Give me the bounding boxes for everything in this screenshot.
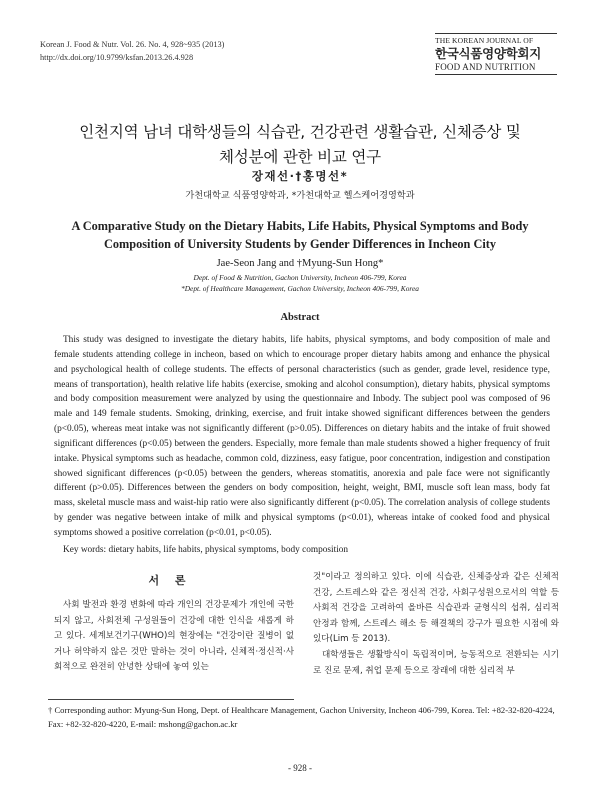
journal-name-en2: FOOD AND NUTRITION: [435, 62, 557, 75]
section-title-introduction: 서 론: [148, 574, 192, 587]
right-column: [313, 570, 559, 679]
korean-authors: 장재선·†홍명선*: [251, 169, 349, 183]
page-number: - 928 -: [288, 763, 312, 773]
english-affiliation-1: Dept. of Food & Nutrition, Gachon University, Incheon 406-799, Korea: [193, 273, 407, 282]
journal-name-en: THE KOREAN JOURNAL OF: [435, 33, 557, 45]
citation: Korean J. Food & Nutr. Vol. 26. No. 4, 928~935 (2013): [40, 40, 225, 49]
intro-paragraph-1: 사회 발전과 환경 변화에 따라 개인의 건강문제가 개인에 국한되지 않고, 사회전체 구성원들이 건강에 대한 인식을 새롭게 하고 있다. 세계보건기구(WHO)의 현장에는 "건강이란 질병이 없거나 허약하지 않은 것만 말하는 것이 아니라, 신체적·정신적·사회적으로 완전히 안녕한 상태에 놓여 있는: [54, 600, 294, 673]
korean-title-line1: 인천지역 남녀 대학생들의 식습관, 건강관련 생활습관, 신체증상 및: [79, 123, 521, 141]
korean-title-line2: 체성분에 관한 비교 연구: [219, 148, 381, 166]
english-title: A Comparative Study on the Dietary Habits, Life Habits, Physical Symptoms and Body Composition of University Students by Gender Differences in Incheon City: [71, 219, 529, 251]
footnote: † Corresponding author: Myung-Sun Hong, Dept. of Healthcare Management, Gachon University, Incheon 406-799, Korea. Tel: +82-32-820-4224, Fax: +82-32-820-4220, E-mail: mshong@gachon.ac.kr: [48, 705, 555, 729]
intro-paragraph-2: 대학생들은 생활방식이 독립적이며, 능동적으로 전환되는 시기로 진로 문제, 취업 문제 등으로 장래에 대한 심리적 부: [313, 649, 559, 676]
journal-name-kr: 한국식품영양학회지: [435, 46, 541, 61]
korean-affiliations: 가천대학교 식품영양학과, *가천대학교 헬스케어경영학과: [185, 190, 415, 201]
abstract-text: This study was designed to investigate the dietary habits, life habits, physical symptoms, and body composition of male and female students attending college in incheon, based on which to encourage proper dietary habits among and enhance the physical and psychological health of college students. The effects of personal characteristics (such as gender, grade level, residence type, means of transportation), health relative life habits (exercise, smoking and alcohol consumption), dietary habits, physical symptoms and body composition measurement were analyzed by using the questionnaire and Inbody. The subject pool was composed of 96 male and 149 female students. Smoking, drinking, exercise, and fruit intake showed significant differences between the genders (p<0.05), whereas meat intake was not significantly different (p>0.05). Differences on dietary habits and the intake of fruit showed significant differences (p<0.05) between the genders. Especially, more female than male students showed a higher frequency of fruit intake. Physical symptoms such as headache, common cold, dizziness, easy fatigue, poor concentration, indigestion and constipation showed significant differences (p<0.05) between the genders, whereas stomatitis, anorexia and pale face were not significantly different (p>0.05). Differences between the genders on body composition, height, weight, BMI, muscle soft lean mass, body fat mass, skeletal muscle mass and waist-hip ratio were also significantly different (p<0.05). The correlation analysis of college students by gender was negative between intake of milk and physical symptoms (p<0.01), whereas intake of cooked food and physical symptoms showed a positive correlation (p<0.01, p<0.05).: [54, 335, 550, 538]
journal-logo: [435, 33, 557, 75]
footnote-rule: [48, 699, 294, 700]
citation-block: [40, 38, 224, 64]
korean-title: [40, 120, 560, 170]
doi-link[interactable]: http://dx.doi.org/10.9799/ksfan.2013.26.4.928: [40, 53, 194, 62]
english-authors: Jae-Seon Jang and †Myung-Sun Hong*: [216, 258, 384, 269]
intro-paragraph-1-cont: 것"이라고 정의하고 있다. 이에 식습관, 신체증상과 같은 신체적 건강, 스트레스와 같은 정신적 건강, 사회구성원으로서의 역할 등 사회적 건강을 고려하여 올바른 식습관과 균형식의 섭취, 심리적 안정과 함께, 스트레스 해소 등 해결책의 강구가 필요한 시점에 와 있다(Lim 등 2013).: [313, 572, 559, 645]
english-affiliation-2: *Dept. of Healthcare Management, Gachon University, Incheon 406-799, Korea: [181, 284, 419, 293]
left-column: [54, 598, 294, 676]
keywords: Key words: dietary habits, life habits, physical symptoms, body composition: [63, 545, 349, 555]
abstract-heading: Abstract: [280, 312, 320, 323]
